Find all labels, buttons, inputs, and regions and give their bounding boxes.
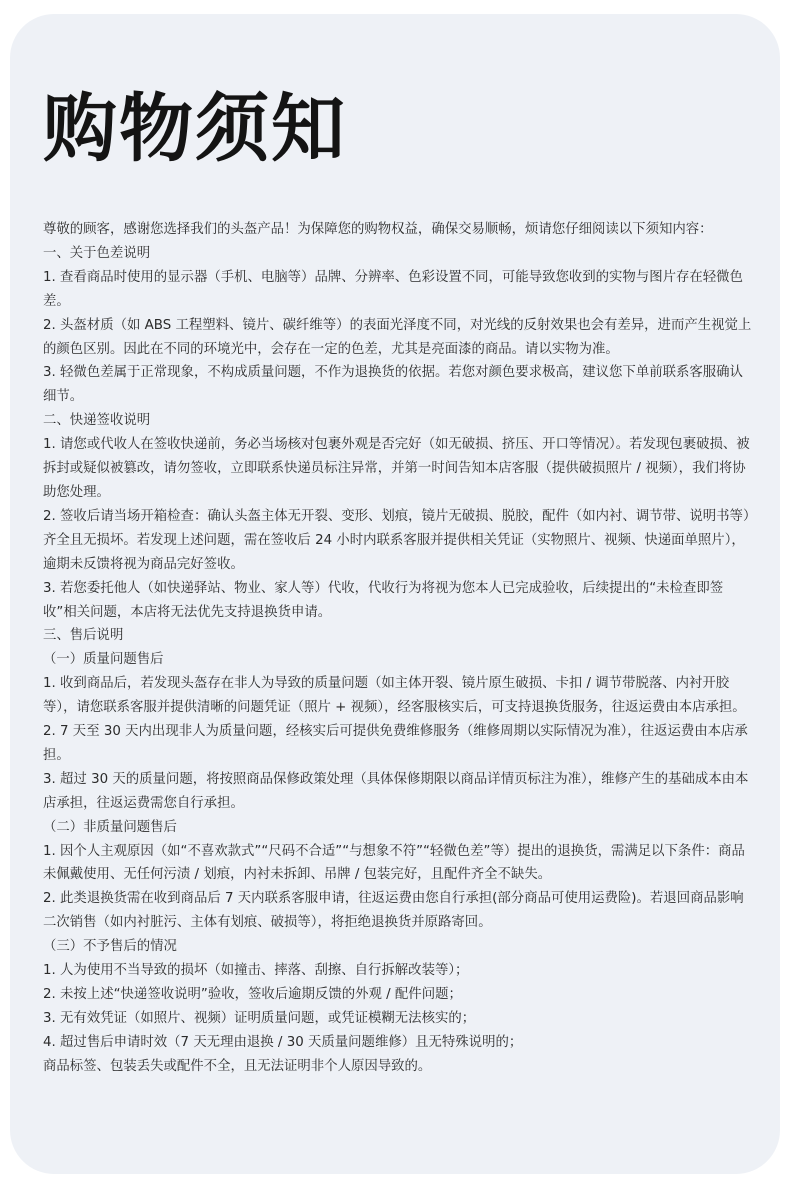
paragraph: 3. 若您委托他人（如快递驿站、物业、家人等）代收，代收行为将视为您本人已完成验收，后续提出的“未检查即签收”相关问题，本店将无法优先支持退换货申请。: [43, 580, 724, 620]
paragraph: 3. 轻微色差属于正常现象，不构成质量问题，不作为退换货的依据。若您对颜色要求极高，建议您下单前联系客服确认细节。: [43, 365, 743, 405]
section-heading-delivery: 二、快递签收说明: [43, 413, 151, 429]
subsection-heading-non-quality: （二）非质量问题售后: [43, 819, 177, 835]
paragraph: 2. 此类退换货需在收到商品后 7 天内联系客服申请，往返运费由您自行承担(部分商品可使用运费险)。若退回商品影响二次销售（如内衬脏污、主体有划痕、破损等），将拒绝退换货并原路寄回。: [43, 891, 744, 931]
paragraph: 2. 未按上述“快递签收说明”验收，签收后逾期反馈的外观 / 配件问题；: [43, 987, 462, 1002]
paragraph: 1. 人为使用不当导致的损坏（如撞击、摔落、刮擦、自行拆解改装等）；: [43, 963, 469, 979]
subsection-heading-quality: （一）质量问题售后: [43, 652, 164, 668]
paragraph: 3. 超过 30 天的质量问题，将按照商品保修政策处理（具体保修期限以商品详情页标注为准），维修产生的基础成本由本店承担，往返运费需您自行承担。: [43, 771, 749, 811]
paragraph: 1. 因个人主观原因（如“不喜欢款式”“尺码不合适”“与想象不符”“轻微色差”等）提出的退换货，需满足以下条件：商品未佩戴使用、无任何污渍 / 划痕，内衬未拆卸、吊牌 / 包装完好，且配件齐全不缺失。: [43, 843, 745, 883]
paragraph: 1. 收到商品后，若发现头盔存在非人为导致的质量问题（如主体开裂、镜片原生破损、卡扣 / 调节带脱落、内衬开胶等），请您联系客服并提供清晰的问题凭证（照片 + 视频），经客服核实后，可支持退换货服务，往返运费由本店承担。: [43, 676, 746, 716]
section-heading-after-sales: 三、售后说明: [43, 628, 124, 644]
paragraph: 商品标签、包装丢失或配件不全，且无法证明非个人原因导致的。: [43, 1058, 432, 1074]
paragraph: 4. 超过售后申请时效（7 天无理由退换 / 30 天质量问题维修）且无特殊说明的；: [43, 1034, 523, 1050]
notice-body: [43, 218, 755, 1079]
section-heading-color-difference: 一、关于色差说明: [43, 245, 151, 261]
page-title: 购物须知: [43, 86, 347, 172]
paragraph: 1. 查看商品时使用的显示器（手机、电脑等）品牌、分辨率、色彩设置不同，可能导致您收到的实物与图片存在轻微色差。: [43, 269, 743, 309]
paragraph: 1. 请您或代收人在签收快递前，务必当场核对包裹外观是否完好（如无破损、挤压、开口等情况）。若发现包裹破损、被拆封或疑似被篡改，请勿签收，立即联系快递员标注异常，并第一时间告知本店客服（提供破损照片 / 视频），我们将协助您处理。: [43, 437, 750, 500]
subsection-heading-no-after-sales: （三）不予售后的情况: [43, 939, 177, 955]
paragraph: 3. 无有效凭证（如照片、视频）证明质量问题，或凭证模糊无法核实的；: [43, 1010, 476, 1026]
intro-paragraph: 尊敬的顾客，感谢您选择我们的头盔产品！为保障您的购物权益，确保交易顺畅，烦请您仔细阅读以下须知内容：: [43, 222, 713, 237]
paragraph: 2. 7 天至 30 天内出现非人为质量问题，经核实后可提供免费维修服务（维修周期以实际情况为准），往返运费由本店承担。: [43, 724, 748, 763]
paragraph: 2. 签收后请当场开箱检查：确认头盔主体无开裂、变形、划痕，镜片无破损、脱胶，配件（如内衬、调节带、说明书等）齐全且无损坏。若发现上述问题，需在签收后 24 小时内联系客服并提供相关凭证（实物照片、视频、快递面单照片），逾期未反馈将视为商品完好签收。: [43, 508, 750, 572]
notice-card: [10, 14, 780, 1174]
paragraph: 2. 头盔材质（如 ABS 工程塑料、镜片、碳纤维等）的表面光泽度不同，对光线的反射效果也会有差异，进而产生视觉上的颜色区别。因此在不同的环境光中，会存在一定的色差，尤其是亮面漆的商品。请以实物为准。: [43, 317, 752, 357]
